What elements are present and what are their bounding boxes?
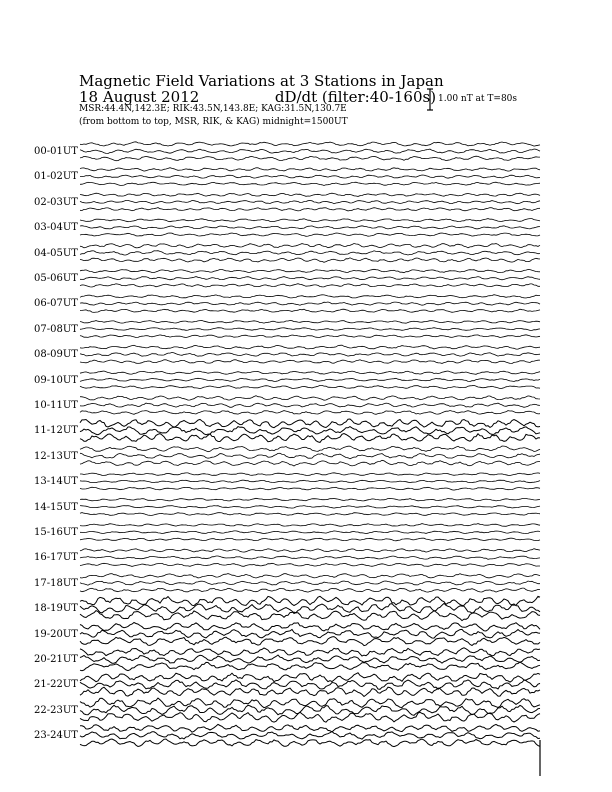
trace-03-04UT-RIK (80, 226, 540, 229)
hour-label-15-16UT: 15-16UT (34, 527, 78, 538)
trace-20-21UT-KAG (80, 648, 540, 656)
trace-13-14UT-KAG (80, 473, 540, 476)
hour-label-05-06UT: 05-06UT (34, 273, 78, 284)
hour-label-12-13UT: 12-13UT (34, 450, 78, 462)
hour-label-09-10UT: 09-10UT (34, 374, 78, 386)
trace-03-04UT-MSR (80, 233, 540, 236)
trace-12-13UT-MSR (80, 460, 540, 466)
trace-20-21UT-MSR (80, 662, 540, 671)
trace-18-19UT-KAG (80, 596, 540, 605)
hour-label-07-08UT: 07-08UT (34, 323, 78, 335)
trace-05-06UT-RIK (80, 277, 540, 280)
trace-10-11UT-KAG (80, 396, 540, 401)
trace-05-06UT-MSR (80, 284, 540, 287)
trace-04-05UT-MSR (80, 258, 540, 263)
hour-label-16-17UT: 16-17UT (34, 552, 78, 564)
hour-label-00-01UT: 00-01UT (34, 146, 78, 157)
hour-label-22-23UT: 22-23UT (34, 704, 78, 716)
trace-00-01UT-MSR (80, 156, 540, 161)
trace-07-08UT-MSR (80, 335, 540, 338)
trace-08-09UT-MSR (80, 360, 540, 364)
trace-00-01UT-RIK (80, 149, 540, 154)
trace-04-05UT-RIK (80, 251, 540, 255)
trace-10-11UT-MSR (80, 411, 540, 415)
trace-13-14UT-RIK (80, 480, 540, 483)
trace-16-17UT-KAG (80, 549, 540, 552)
trace-02-03UT-KAG (80, 193, 540, 196)
station-order-note: (from bottom to top, MSR, RIK, & KAG) midnight=1500UT (79, 117, 348, 127)
trace-19-20UT-KAG (80, 623, 540, 632)
trace-14-15UT-KAG (80, 498, 540, 501)
trace-09-10UT-RIK (80, 378, 540, 381)
trace-20-21UT-RIK (80, 655, 540, 663)
trace-01-02UT-KAG (80, 168, 540, 171)
trace-22-23UT-KAG (80, 698, 540, 708)
trace-07-08UT-KAG (80, 321, 540, 324)
trace-23-24UT-RIK (80, 732, 540, 740)
hour-label-02-03UT: 02-03UT (34, 196, 78, 208)
trace-06-07UT-MSR (80, 309, 540, 312)
trace-01-02UT-RIK (80, 175, 540, 178)
trace-23-24UT-MSR (80, 739, 540, 747)
hour-label-17-18UT: 17-18UT (34, 577, 78, 589)
trace-16-17UT-MSR (80, 563, 540, 566)
hour-label-10-11UT: 10-11UT (34, 400, 78, 411)
trace-07-08UT-RIK (80, 328, 540, 331)
trace-12-13UT-KAG (80, 446, 540, 452)
trace-00-01UT-KAG (80, 142, 540, 146)
trace-17-18UT-MSR (80, 588, 540, 592)
hour-label-19-20UT: 19-20UT (34, 628, 78, 640)
trace-16-17UT-RIK (80, 556, 540, 559)
scale-bar (427, 89, 433, 110)
trace-19-20UT-RIK (80, 629, 540, 638)
trace-01-02UT-MSR (80, 182, 540, 185)
trace-06-07UT-KAG (80, 295, 540, 298)
trace-19-20UT-MSR (80, 637, 540, 646)
trace-08-09UT-RIK (80, 352, 540, 356)
trace-21-22UT-KAG (80, 673, 540, 682)
chart-quantity: dD/dt (filter:40-160s) (274, 88, 437, 106)
trace-23-24UT-KAG (80, 724, 540, 732)
trace-05-06UT-KAG (80, 269, 540, 272)
trace-11-12UT-RIK (80, 427, 540, 435)
trace-06-07UT-RIK (80, 302, 540, 305)
hour-label-04-05UT: 04-05UT (34, 247, 78, 259)
hour-label-01-02UT: 01-02UT (34, 171, 78, 183)
trace-22-23UT-RIK (80, 705, 540, 715)
trace-04-05UT-KAG (80, 244, 540, 248)
hour-label-11-12UT: 11-12UT (34, 425, 78, 437)
trace-02-03UT-MSR (80, 208, 540, 211)
chart-title: Magnetic Field Variations at 3 Stations in Japan (79, 72, 444, 90)
trace-15-16UT-RIK (80, 531, 540, 534)
trace-17-18UT-RIK (80, 581, 540, 585)
trace-03-04UT-KAG (80, 219, 540, 222)
hour-label-20-21UT: 20-21UT (34, 654, 78, 665)
trace-10-11UT-RIK (80, 403, 540, 407)
scale-bar-label: 1.00 nT at T=80s (438, 94, 518, 104)
trace-14-15UT-MSR (80, 513, 540, 516)
trace-15-16UT-MSR (80, 538, 540, 541)
trace-17-18UT-KAG (80, 574, 540, 578)
hour-label-06-07UT: 06-07UT (34, 298, 78, 310)
trace-11-12UT-MSR (80, 434, 540, 443)
station-list: MSR:44.4N,142.3E; RIK:43.5N,143.8E; KAG:31.5N,130.7E (79, 104, 347, 114)
hour-label-21-22UT: 21-22UT (34, 679, 78, 691)
hour-label-14-15UT: 14-15UT (34, 501, 78, 513)
trace-13-14UT-MSR (80, 487, 540, 490)
hour-label-13-14UT: 13-14UT (34, 476, 78, 488)
trace-08-09UT-KAG (80, 345, 540, 349)
trace-09-10UT-MSR (80, 385, 540, 388)
trace-14-15UT-RIK (80, 506, 540, 509)
trace-12-13UT-RIK (80, 453, 540, 459)
trace-02-03UT-RIK (80, 200, 540, 203)
hour-label-18-19UT: 18-19UT (34, 603, 78, 615)
trace-11-12UT-KAG (80, 419, 540, 428)
hour-label-23-24UT: 23-24UT (34, 730, 78, 742)
trace-15-16UT-KAG (80, 524, 540, 527)
trace-09-10UT-KAG (80, 371, 540, 374)
trace-21-22UT-RIK (80, 680, 540, 689)
hour-label-03-04UT: 03-04UT (34, 222, 78, 234)
chart-date: 18 August 2012 (79, 88, 200, 106)
hour-label-08-09UT: 08-09UT (34, 349, 78, 361)
